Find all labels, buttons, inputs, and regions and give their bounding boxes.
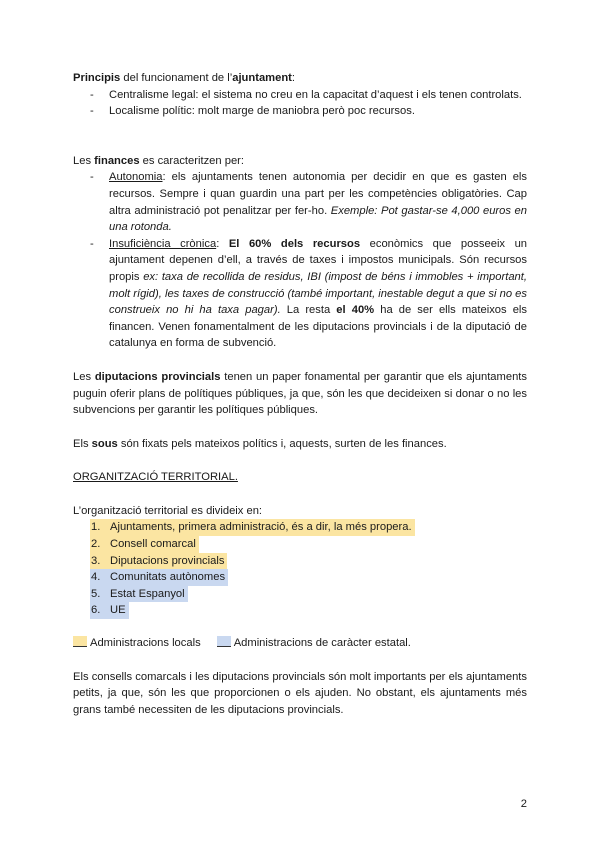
list-item-insuficiencia: - Insuficiència crònica: El 60% dels recursos econòmics que posseeix un ajuntament depenen d’ell, a través de taxes i impostos municipals. Són recursos propis ex: taxa de recollida de residus, IBI (impost de béns i immobles + important, molt rígid), les taxes de construcció (també important, inestable degut a que si no es construeix no hi ha taxa pagar). La resta el 40% ha de ser ells mateixos els financen. Venen fonamentalment de les diputacions provincials i de la diputació de catalunya en forma de subvenció. [73,236,527,352]
organitzacio-list [73,519,527,619]
list-item-autonomia: - Autonomia: els ajuntaments tenen autonomia per decidir en que es gasten els recursos. Sempre i quan guardin una part per les competències obligatòries. Cap altra administració pot penalitzar per fer-ho. Exemple: Pot gastar-se 4,000 euros en una rotonda. [73,169,527,235]
organitzacio-heading: ORGANITZACIÓ TERRITORIAL. [73,471,238,484]
sous-paragraph: Els sous són fixats pels mateixos polítics i, aquests, surten de les finances. [73,437,447,450]
color-legend [73,635,527,652]
document-page [73,70,527,718]
list-item: - Localisme polític: molt marge de maniobra però poc recursos. [73,103,527,120]
list-item: 3. Diputacions provincials [90,553,527,570]
list-item: 1. Ajuntaments, primera administració, és a dir, la més propera. [90,519,527,536]
finances-list [73,169,527,352]
list-item: - Centralisme legal: el sistema no creu en la capacitat d’aquest i els tenen controlats. [73,87,527,104]
principis-list [73,87,527,120]
diputacions-paragraph: Les diputacions provincials tenen un paper fonamental per garantir que els ajuntaments puguin oferir plans de polítiques públiques, ja que, són les que decideixen si donar o no les subvencions per garantir les polítiques públiques. [73,370,527,417]
consells-paragraph: Els consells comarcals i les diputacions provincials són molt importants per els ajuntaments petits, ja que, són les que proporcionen o els ajuden. No obstant, els ajuntaments més grans també necessiten de les diputacions provincials. [73,670,527,716]
list-item: 6. UE [90,602,527,619]
legend-swatch-estatal [217,636,231,647]
list-item: 5. Estat Espanyol [90,586,527,603]
organitzacio-intro: L’organització territorial es divideix en: [73,504,263,517]
list-item: 4. Comunitats autònomes [90,569,527,586]
legend-swatch-local [73,636,87,647]
list-item: 2. Consell comarcal [90,536,527,553]
page-number: 2 [520,798,527,810]
principis-heading: Principis del funcionament de l’ajuntament: [73,72,296,84]
legend-label-estatal: Administracions de caràcter estatal. [233,637,411,650]
finances-intro: Les finances es caracteritzen per: [73,154,245,167]
legend-label-local: Administracions locals [90,637,201,650]
